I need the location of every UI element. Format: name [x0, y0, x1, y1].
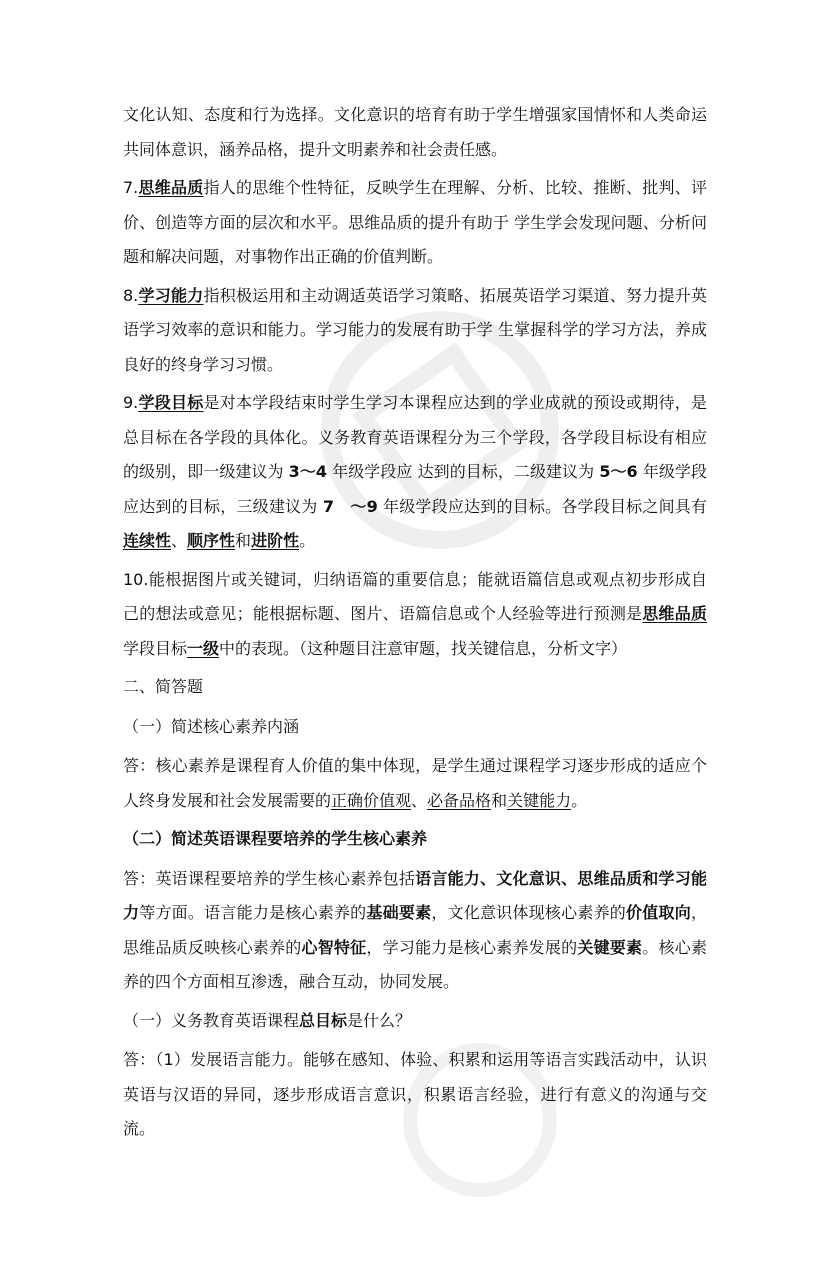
- item-text: 指积极运用和主动调适英语学习策略、拓展英语学习渠道、努力提升英语学习效率的意识和能力。学习能力的发展有助于学 生掌握科学的学习方法，养成良好的终身学习习惯。: [123, 285, 707, 374]
- item-text: 年级学段应达到的目标，三级建议为: [123, 462, 707, 516]
- grade-range-2: 5～6: [599, 462, 638, 481]
- answer-text: 答：英语课程要培养的学生核心素养包括: [123, 868, 416, 888]
- item-text: 年级学段应 达到的目标，二级建议为: [327, 462, 600, 481]
- term-sequence: 顺序性: [187, 531, 236, 550]
- answer-text: ，思维品质反映核心素养的: [123, 903, 707, 957]
- question-text: 是什么？: [347, 1010, 412, 1030]
- item-7-thinking-quality: [123, 171, 707, 275]
- answer-2: [123, 862, 707, 1000]
- separator: 和: [235, 531, 252, 550]
- term-thinking-quality: 思维品质: [642, 604, 707, 623]
- item-text: 是对本学段结束时学生学习本课程应达到的学业成就的预设或期待，是总目标在各学段的具体化。义务教育英语课程分为三个学段，各学段目标设有相应的级别，即一级建议为: [123, 393, 707, 481]
- item-text: 年级学段应达到的目标。各学段目标之间具有: [377, 496, 707, 516]
- term-mental-feature: 心智特征: [301, 937, 367, 957]
- question-1-heading: （一）简述核心素养内涵: [123, 716, 300, 736]
- paragraph-text: 文化认知、态度和行为选择。文化意识的培育有助于学生增强家国情怀和人类命运共同体意识，涵养品格，提升文明素养和社会责任感。: [123, 105, 707, 159]
- item-10-question: [123, 563, 707, 667]
- answer-text: 等方面。语言能力是核心素养的: [139, 903, 367, 922]
- paragraph-continuation: [123, 98, 707, 167]
- separator: 、: [171, 531, 188, 550]
- answer-1: [123, 749, 707, 818]
- item-text: 10.能根据图片或关键词，归纳语篇的重要信息；能就语篇信息或观点初步形成自己的想法或意见；能根据标题、图片、语篇信息或个人经验等进行预测是: [123, 569, 707, 623]
- term-learning-ability: 学习能力: [138, 285, 204, 305]
- term-continuity: 连续性: [123, 531, 172, 550]
- separator: 。: [571, 790, 588, 810]
- item-text: 学段目标: [123, 638, 188, 658]
- term-essential-character: 必备品格: [427, 790, 492, 810]
- term-thinking-quality: 思维品质: [138, 178, 204, 197]
- answer-text: ，文化意识体现核心素养的: [431, 903, 627, 922]
- separator: 、: [411, 790, 428, 810]
- term-four-competencies: 语言能力、文化意识、思维品质和学习能力: [123, 868, 707, 922]
- item-number: 7.: [123, 178, 139, 197]
- term-overall-goal: 总目标: [299, 1010, 348, 1030]
- term-key-abilities: 关键能力: [507, 790, 572, 810]
- question-text: （一）义务教育英语课程: [123, 1010, 300, 1030]
- grade-range-1: 3～4: [288, 462, 328, 481]
- term-key-element: 关键要素: [577, 937, 643, 957]
- item-text: 指人的思维个性特征，反映学生在理解、分析、比较、推断、批判、评价、创造等方面的层次和水平。思维品质的提升有助于 学生学会发现问题、分析问题和解决问题，对事物作出正确的价值判断。: [123, 178, 707, 266]
- question-2-text: （二）简述英语课程要培养的学生核心素养: [123, 829, 428, 848]
- answer-text: ，学习能力是核心素养发展的: [366, 937, 578, 957]
- section-heading-short-answer: 二、简答题: [123, 677, 204, 696]
- item-8-learning-ability: [123, 279, 707, 383]
- question-2-heading: [123, 822, 707, 857]
- term-correct-values: 正确价值观: [331, 790, 412, 810]
- item-9-stage-goals: [123, 386, 707, 559]
- answer-text: 答：核心素养是课程育人价值的集中体现，是学生通过课程学习逐步形成的适应个人终身发展和社会发展需要的: [123, 756, 707, 810]
- separator: 和: [491, 790, 508, 810]
- separator: 。: [299, 531, 316, 550]
- item-number: 8.: [123, 285, 139, 305]
- term-stage-goals: 学段目标: [138, 393, 204, 412]
- question-3-heading: [123, 1004, 707, 1039]
- item-number: 9.: [123, 393, 139, 412]
- grade-range-3: 7 ～9: [322, 496, 378, 516]
- term-basic-element: 基础要素: [366, 903, 432, 922]
- document-body: [123, 98, 707, 1151]
- term-value-orientation: 价值取向: [626, 903, 691, 922]
- answer-3: 答：（1）发展语言能力。能够在感知、体验、积累和运用等语言实践活动中，认识英语与汉语的异同，逐步形成语言意识，积累语言经验，进行有意义的沟通与交流。: [123, 1050, 707, 1138]
- answer-text: 。核心素养的四个方面相互渗透，融合互动，协同发展。: [123, 937, 707, 991]
- item-text: 中的表现。（这种题目注意审题，找关键信息，分析文字）: [219, 638, 628, 658]
- term-progression: 进阶性: [251, 531, 300, 550]
- term-level-one: 一级: [187, 638, 220, 658]
